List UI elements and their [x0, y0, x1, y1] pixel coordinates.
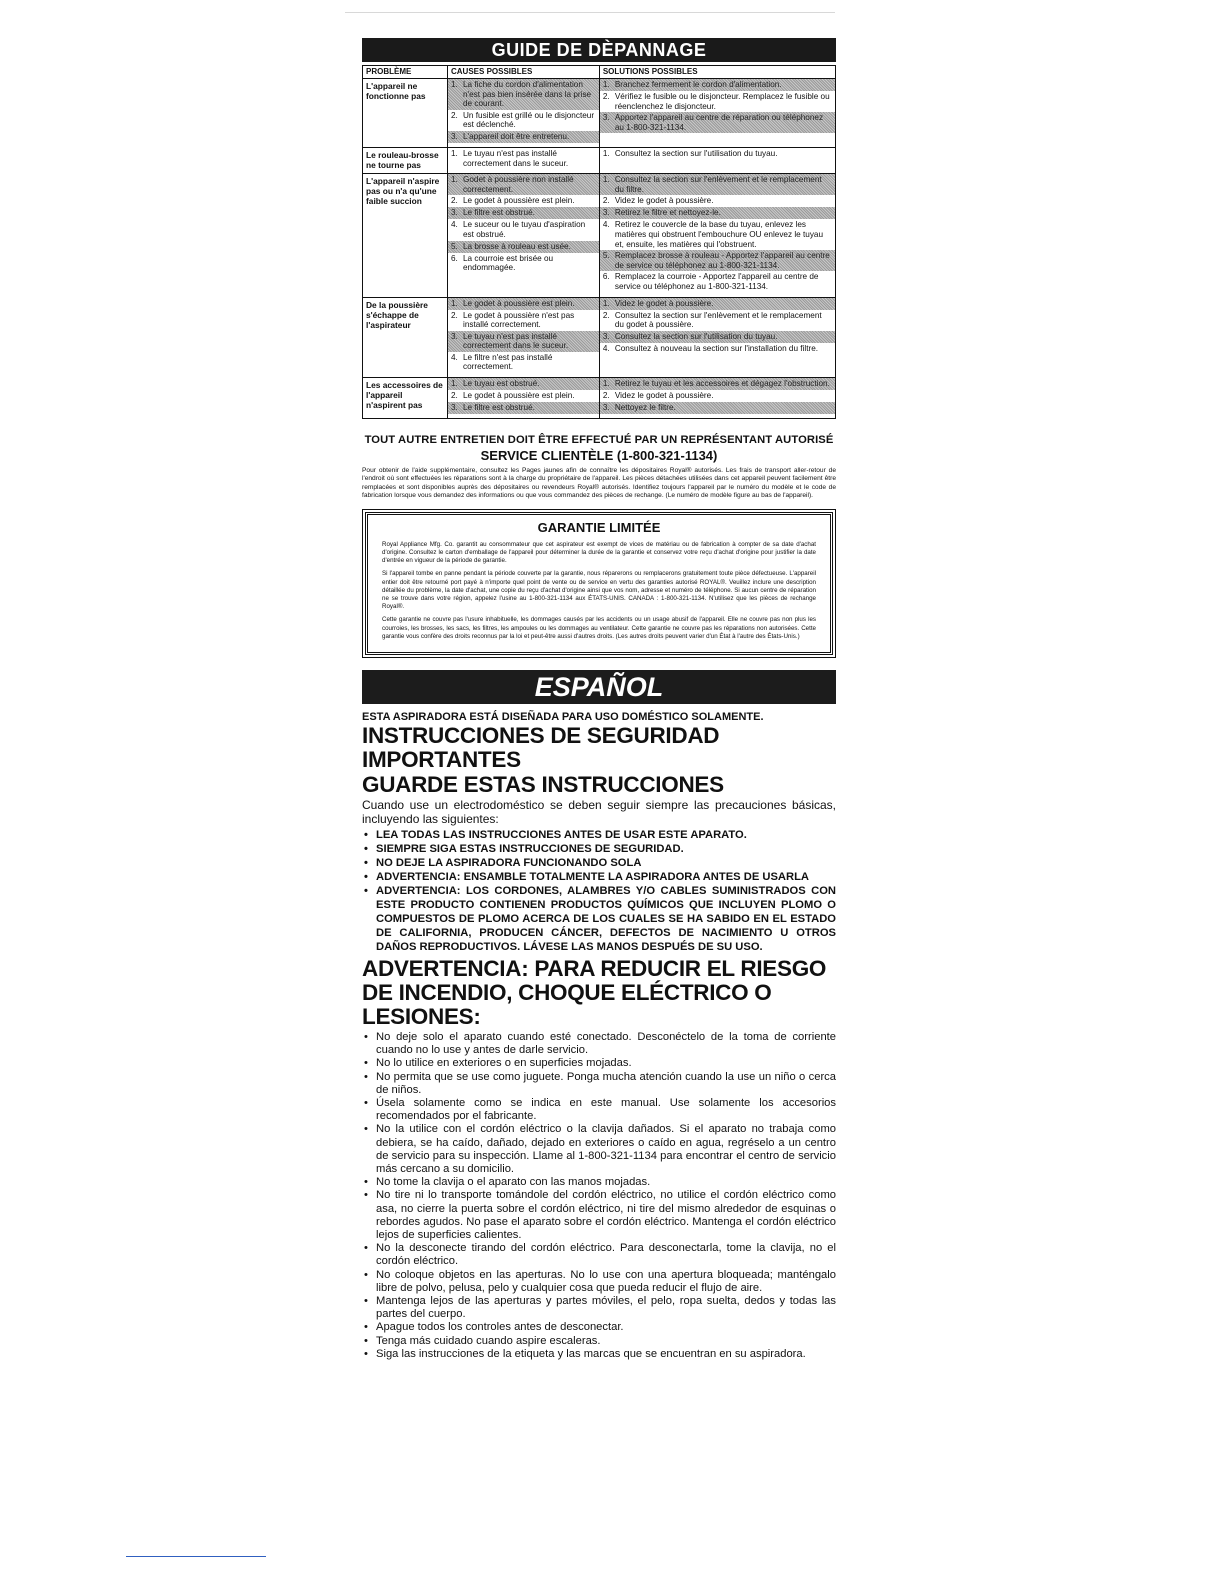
header-causes: CAUSES POSSIBLES [448, 66, 600, 79]
item-number: 4. [602, 220, 610, 230]
safety-heading: INSTRUCCIONES DE SEGURIDAD IMPORTANTES [362, 722, 720, 772]
warning-list-text: Tenga más cuidado cuando aspire escaleras. [376, 1334, 601, 1347]
solution-line [600, 79, 835, 91]
footer-rule [126, 1556, 266, 1557]
problem-cell: L'appareil ne fonctionne pas [363, 79, 448, 148]
solution-line-text: Retirez le tuyau et les accessoires et dégagez l'obstruction. [614, 379, 830, 389]
header-solutions: SOLUTIONS POSSIBLES [599, 66, 835, 79]
bullet-icon: • [364, 1176, 368, 1189]
solution-line [600, 195, 835, 207]
solution-line [600, 148, 835, 160]
bullet-icon: • [364, 1030, 368, 1043]
item-number: 1. [451, 379, 458, 389]
item-number: 3. [602, 208, 610, 218]
cause-line-text: Le filtre est obstrué. [463, 403, 535, 413]
troubleshooting-body [363, 79, 836, 419]
spanish-banner: ESPAÑOL [362, 670, 836, 704]
item-number: 5. [602, 251, 610, 261]
caps-bullet-list [362, 828, 836, 954]
item-number: 4. [451, 352, 458, 362]
cause-line-text: Le godet à poussière est plein. [463, 196, 575, 206]
cause-line-text: L'appareil doit être entretenu. [463, 131, 570, 141]
cause-line [448, 352, 599, 373]
item-number: 1. [602, 379, 610, 389]
cause-line [448, 219, 599, 240]
solution-line-text: Consultez la section sur l'enlèvement et le remplacement du filtre. [614, 175, 822, 194]
item-number: 5. [451, 241, 458, 251]
service-notice: TOUT AUTRE ENTRETIEN DOIT ÊTRE EFFECTUÉ PAR UN REPRÉSENTANT AUTORISÉ [364, 434, 834, 447]
bullet-icon: • [364, 842, 368, 855]
warning-list-text: No lo utilice en exteriores o en superficies mojadas. [376, 1057, 632, 1070]
item-number: 1. [451, 80, 458, 89]
header-problem: PROBLÈME [363, 66, 448, 79]
warranty-title: GARANTIE LIMITÉE [537, 519, 661, 535]
item-number: 3. [451, 403, 458, 413]
cause-line [448, 148, 599, 169]
solution-line [600, 112, 835, 133]
solution-line [600, 219, 835, 250]
item-number: 2. [602, 310, 610, 320]
caps-list-text: NO DEJE LA ASPIRADORA FUNCIONANDO SOLA [376, 856, 642, 869]
warning-list-item [362, 1071, 836, 1097]
item-number: 1. [602, 148, 610, 158]
troubleshooting-row [363, 79, 836, 148]
warning-list-item [362, 1189, 836, 1242]
cause-line [448, 207, 599, 219]
cause-line-text: Le filtre est obstrué. [463, 208, 535, 218]
warning-list-item [362, 1348, 836, 1361]
item-number: 2. [602, 196, 610, 206]
troubleshooting-row [363, 174, 836, 297]
spanish-intro: ESTA ASPIRADORA ESTÁ DISEÑADA PARA USO DOMÉSTICO SOLAMENTE. [362, 710, 764, 723]
bullet-icon: • [364, 828, 368, 841]
cause-line [448, 298, 599, 310]
warning-list-text: Siga las instrucciones de la etiqueta y las marcas que se encuentran en su aspiradora. [376, 1347, 806, 1360]
bullet-icon: • [364, 1189, 368, 1202]
solutions-cell [599, 147, 835, 173]
item-number: 2. [451, 196, 458, 206]
item-number: 3. [451, 208, 458, 218]
cause-line [448, 110, 599, 131]
caps-list-text: LEA TODAS LAS INSTRUCCIONES ANTES DE USAR ESTE APARATO. [376, 828, 747, 841]
warning-list-item [362, 1176, 836, 1189]
bullet-icon: • [364, 870, 368, 883]
solution-line-text: Consultez la section sur l'enlèvement et le remplacement du godet à poussière. [614, 310, 822, 330]
warranty-paragraph: Cette garantie ne couvre pas l'usure inhabituelle, les dommages causés par les accidents ou un usage abusif de l'appareil. Elle ne couvre pas non plus les courroies, les brosses, les sacs, les filtres, les ampoules ou les dommages au ventilateur. Cette garantie ne couvre pas les réparations non autorisées. Cette garantie vous confère des droits reconnus par la loi et peut-être aussi d'autres droits. (Les autres droits peuvent varier d'un État à l'autre des États-Unis.) [382, 616, 816, 640]
item-number: 6. [451, 253, 458, 263]
cause-line [448, 79, 599, 110]
item-number: 3. [451, 131, 458, 141]
solution-line-text: Remplacez la courroie - Apportez l'appareil au centre de service ou téléphonez au 1-800-321-1134. [614, 272, 819, 291]
warning-list-text: Úsela solamente como se indica en este manual. Use solamente los accesorios recomendados por el fabricante. [376, 1096, 836, 1123]
troubleshooting-title: GUIDE DE DÈPANNAGE [362, 38, 836, 62]
bullet-icon: • [364, 1057, 368, 1070]
item-number: 1. [451, 175, 458, 185]
solution-line-text: Retirez le filtre et nettoyez-le. [614, 208, 721, 218]
cause-line-text: La fiche du cordon d'alimentation n'est pas bien insérée dans la prise de courant. [463, 80, 592, 109]
solution-line-text: Consultez à nouveau la section sur l'installation du filtre. [614, 343, 819, 353]
warranty-paragraph: Si l'appareil tombe en panne pendant la période couverte par la garantie, nous réparerons ou remplacerons gratuitement toute pièce défectueuse. L'appareil entier doit être retourné port payé à n'importe quel point de vente ou de service en vertu des garanties autorisé ROYAL®. Veuillez inclure une description détaillée du problème, la date d'achat, une copie du reçu d'achat d'origine ainsi que vos nom, adresse et numéro de téléphone. Si aucun centre de réparation ne se trouve dans votre région, appelez l'usine au 1-800-321-1134 aux ÉTATS-UNIS. CANADA : 1-800-321-1134. N'utilisez que les pièces de rechange Royal®. [382, 570, 816, 611]
manual-page [362, 38, 836, 1361]
bullet-icon: • [364, 1123, 368, 1136]
item-number: 6. [602, 272, 610, 282]
solution-line [600, 250, 835, 271]
solution-line [600, 378, 835, 390]
item-number: 1. [602, 80, 610, 89]
bullet-icon: • [364, 1347, 368, 1360]
item-number: 3. [451, 331, 458, 341]
solution-line [600, 343, 835, 355]
warning-list-item [362, 1295, 836, 1321]
warranty-box [362, 509, 836, 658]
cause-line-text: Le tuyau n'est pas installé correctement dans le suceur. [463, 331, 569, 351]
solutions-cell [599, 297, 835, 378]
warning-list-item [362, 1097, 836, 1123]
bullet-icon: • [364, 884, 368, 897]
solution-line-text: Videz le godet à poussière. [614, 298, 714, 308]
cause-line-text: Godet à poussière non installé correctement. [463, 175, 574, 194]
warning-list-text: No la utilice con el cordón eléctrico o la clavija dañados. Si el aparato no trabaja como debiera, se ha caído, dañado, dejado en exteriores o caído en agua, regréselo a un centro de servicio para su inspección. Llame al 1-800-321-1134 para encontrar el centro de servicio más cercano a su domicilio. [376, 1123, 836, 1175]
solution-line-text: Retirez le couvercle de la base du tuyau, enlevez les matières qui obstruent l'embouchure OU enlevez le tuyau et, ensuite, les matières qui l'obstruent. [614, 220, 824, 249]
solution-line-text: Vérifiez le fusible ou le disjoncteur. Remplacez le fusible ou réenclenchez le disjoncteur. [614, 92, 830, 111]
solution-line [600, 298, 835, 310]
solution-line-text: Videz le godet à poussière. [614, 391, 714, 401]
item-number: 2. [602, 391, 610, 401]
warning-list-item [362, 1031, 836, 1057]
cause-line-text: Un fusible est grillé ou le disjoncteur est déclenché. [463, 110, 595, 130]
item-number: 2. [451, 391, 458, 401]
solutions-cell [599, 79, 835, 148]
troubleshooting-table [362, 65, 836, 419]
item-number: 2. [451, 110, 458, 120]
bullet-icon: • [364, 856, 368, 869]
warning-bullet-list [362, 1031, 836, 1361]
warning-list-text: No la desconecte tirando del cordón eléctrico. Para desconectarla, tome la clavija, no el cordón eléctrico. [376, 1242, 836, 1268]
caps-list-item [362, 856, 836, 870]
warning-heading: ADVERTENCIA: PARA REDUCIR EL RIESGO DE INCENDIO, CHOQUE ELÉCTRICO O LESIONES: [362, 955, 827, 1029]
caps-list-item [362, 828, 836, 842]
item-number: 1. [451, 298, 458, 308]
warranty-paragraph: Royal Appliance Mfg. Co. garantit au consommateur que cet aspirateur est exempt de vices de matériau ou de fabrication à compter de sa date d'achat d'origine. Consultez le carton d'emballage de l'appareil pour déterminer la durée de la garantie et conservez votre reçu d'achat d'origine pour justifier la date d'entrée en vigueur de la période de garantie. [382, 540, 816, 565]
cause-line [448, 378, 599, 390]
warning-list-item [362, 1269, 836, 1295]
warning-list-text: No coloque objetos en las aperturas. No lo use con una apertura bloqueada; manténgalo libre de polvo, pelusa, pelo y cualquier cosa que pueda reducir el flujo de aire. [376, 1268, 836, 1294]
caps-list-item [362, 870, 836, 884]
item-number: 1. [451, 148, 458, 158]
item-number: 3. [602, 403, 610, 413]
causes-cell [448, 174, 600, 297]
warning-list-item [362, 1057, 836, 1070]
problem-cell: De la poussière s'échappe de l'aspirateur [363, 297, 448, 378]
warning-list-text: Apague todos los controles antes de desconectar. [376, 1321, 624, 1334]
cause-line [448, 131, 599, 143]
causes-cell [448, 147, 600, 173]
problem-cell: Les accessoires de l'appareil n'aspirent pas [363, 378, 448, 419]
service-text: Pour obtenir de l'aide supplémentaire, consultez les Pages jaunes afin de connaître les dépositaires Royal® autorisés. Les frais de transport aller-retour de l'endroit où sont effectuées les réparations sont à la charge du propriétaire de l'appareil. Les pièces détachées utilisées dans cet appareil peuvent facilement être remplacées et sont disponibles auprès des dépositaires ou revendeurs Royal® autorisés. Identifiez toujours l'appareil par le numéro du modèle et le code de fabrication lorsque vous demandez des informations ou que vous commandez des pièces de rechange. (Le numéro de modèle figure au bas de l'appareil). [362, 467, 836, 500]
cause-line [448, 174, 599, 195]
solutions-cell [599, 174, 835, 297]
warning-list-item [362, 1123, 836, 1176]
bullet-icon: • [364, 1096, 368, 1109]
cause-line-text: Le godet à poussière n'est pas installé correctement. [463, 310, 575, 330]
precautions-lead: Cuando use un electrodoméstico se deben seguir siempre las precauciones básicas, incluyendo las siguientes: [362, 797, 836, 826]
item-number: 4. [451, 220, 458, 230]
solution-line-text: Branchez fermement le cordon d'alimentation. [614, 80, 782, 89]
solution-line [600, 91, 835, 112]
caps-list-item [362, 842, 836, 856]
solution-line-text: Consultez la section sur l'utilisation du tuyau. [614, 148, 778, 158]
warning-list-text: No permita que se use como juguete. Ponga mucha atención cuando la use un niño o cerca de niños. [376, 1070, 836, 1096]
cause-line [448, 253, 599, 274]
top-rule [345, 12, 835, 13]
cause-line [448, 390, 599, 402]
item-number: 2. [602, 92, 610, 101]
cause-line-text: Le suceur ou le tuyau d'aspiration est obstrué. [463, 220, 586, 239]
problem-cell: Le rouleau-brosse ne tourne pas [363, 147, 448, 173]
cause-line [448, 310, 599, 331]
cause-line-text: La brosse à rouleau est usée. [463, 241, 571, 251]
warning-list-text: No tire ni lo transporte tomándole del cordón eléctrico, no utilice el cordón eléctrico como asa, no cierre la puerta sobre el cordón eléctrico, ni tire del mismo alrededor de esquinas o rebordes agudos. No pase el aparato sobre el cordón eléctrico. Mantenga el cordón eléctrico lejos de superficies calientes. [376, 1189, 836, 1241]
cause-line [448, 241, 599, 253]
solution-line-text: Remplacez brosse à rouleau - Apportez l'appareil au centre de service ou téléphonez au 1-800-321-1134. [614, 251, 830, 270]
troubleshooting-row [363, 147, 836, 173]
solution-line-text: Consultez la section sur l'utilisation du tuyau. [614, 331, 778, 341]
warning-list-text: Mantenga lejos de las aperturas y partes móviles, el pelo, ropa suelta, dedos y todas las partes del cuerpo. [376, 1294, 836, 1321]
problem-cell: L'appareil n'aspire pas ou n'a qu'une faible succion [363, 174, 448, 297]
item-number: 4. [602, 343, 610, 353]
solution-line [600, 207, 835, 219]
warning-list-text: No deje solo el aparato cuando esté conectado. Desconéctelo de la toma de corriente cuando no lo use y antes de darle servicio. [376, 1030, 836, 1057]
save-instructions-heading: GUARDE ESTAS INSTRUCCIONES [362, 771, 724, 797]
item-number: 3. [602, 331, 610, 341]
bullet-icon: • [364, 1070, 368, 1083]
cause-line-text: Le tuyau n'est pas installé correctement dans le suceur. [463, 148, 569, 168]
item-number: 1. [602, 298, 610, 308]
solution-line-text: Videz le godet à poussière. [614, 196, 714, 206]
cause-line [448, 195, 599, 207]
cause-line-text: Le godet à poussière est plein. [463, 298, 575, 308]
item-number: 1. [602, 175, 610, 185]
solution-line [600, 331, 835, 343]
troubleshooting-row [363, 378, 836, 419]
caps-list-text: SIEMPRE SIGA ESTAS INSTRUCCIONES DE SEGURIDAD. [376, 842, 684, 855]
cause-line [448, 331, 599, 352]
solutions-cell [599, 378, 835, 419]
solution-line [600, 402, 835, 414]
caps-list-text: ADVERTENCIA: ENSAMBLE TOTALMENTE LA ASPIRADORA ANTES DE USARLA [376, 870, 809, 883]
cause-line-text: Le filtre n'est pas installé correctement. [463, 352, 553, 372]
cause-line-text: Le godet à poussière est plein. [463, 391, 575, 401]
cause-line-text: Le tuyau est obstrué. [463, 379, 540, 389]
bullet-icon: • [364, 1334, 368, 1347]
service-title: SERVICE CLIENTÈLE (1-800-321-1134) [480, 448, 718, 464]
solution-line [600, 174, 835, 195]
bullet-icon: • [364, 1294, 368, 1307]
solution-line-text: Nettoyez le filtre. [614, 403, 676, 413]
warning-list-item [362, 1242, 836, 1268]
caps-list-item [362, 884, 836, 954]
solution-line [600, 310, 835, 331]
causes-cell [448, 297, 600, 378]
item-number: 2. [451, 310, 458, 320]
warning-list-item [362, 1335, 836, 1348]
item-number: 3. [602, 113, 610, 123]
bullet-icon: • [364, 1242, 368, 1255]
causes-cell [448, 79, 600, 148]
caps-list-text: ADVERTENCIA: LOS CORDONES, ALAMBRES Y/O CABLES SUMINISTRADOS CON ESTE PRODUCTO CONTIENEN PRODUCTOS QUÍMICOS QUE INCLUYEN PLOMO O COMPUESTOS DE PLOMO ACERCA DE LOS CUALES SE HA SABIDO EN EL ESTADO DE CALIFORNIA, PRODUCEN CÁNCER, DEFECTOS DE NACIMIENTO U OTROS DAÑOS REPRODUCTIVOS. LÁVESE LAS MANOS DESPUÉS DE SU USO. [376, 884, 836, 953]
cause-line-text: La courroie est brisée ou endommagée. [463, 253, 554, 273]
solution-line-text: Apportez l'appareil au centre de réparation ou téléphonez au 1-800-321-1134. [614, 113, 824, 132]
causes-cell [448, 378, 600, 419]
warning-list-item [362, 1321, 836, 1334]
solution-line [600, 271, 835, 292]
cause-line [448, 402, 599, 414]
bullet-icon: • [364, 1268, 368, 1281]
warning-list-text: No tome la clavija o el aparato con las manos mojadas. [376, 1176, 651, 1189]
bullet-icon: • [364, 1321, 368, 1334]
troubleshooting-row [363, 297, 836, 378]
solution-line [600, 390, 835, 402]
